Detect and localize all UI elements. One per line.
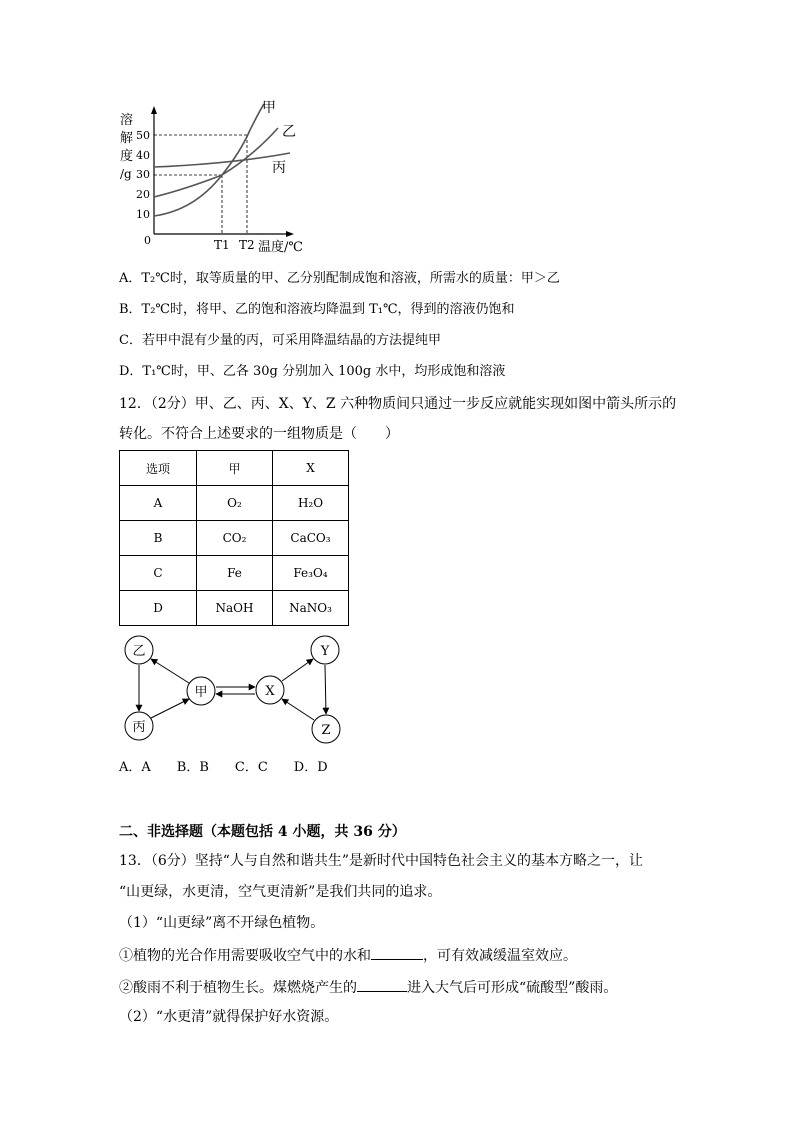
x-tick-t2: T2 <box>239 238 255 252</box>
y-label-char: 解 <box>120 131 134 146</box>
fill-blank-2[interactable] <box>357 977 407 992</box>
node-label: 丙 <box>132 720 146 735</box>
q12-answer-choices: A．A B．B C．C D．D <box>119 760 328 775</box>
node-label: Z <box>321 723 331 738</box>
curve-label-bing: 丙 <box>272 160 286 176</box>
table-header: 甲 <box>197 451 273 486</box>
table-cell: CaCO₃ <box>273 521 349 556</box>
q13-item2-text-a: ②酸雨不利于植物生长。煤燃烧产生的 <box>119 980 357 996</box>
table-cell: D <box>120 591 197 626</box>
q11-option-c: C．若甲中混有少量的丙，可采用降温结晶的方法提纯甲 <box>119 333 441 348</box>
table-cell: NaNO₃ <box>273 591 349 626</box>
x-axis-arrow <box>286 231 294 237</box>
table-row <box>120 486 349 521</box>
y-label-char: 度 <box>120 149 134 164</box>
q13-stem-line1: 13．（6分）坚持“人与自然和谐共生”是新时代中国特色社会主义的基本方略之一，让 <box>119 853 644 869</box>
table-row <box>120 521 349 556</box>
q13-item1-text-a: ①植物的光合作用需要吸收空气中的水和 <box>119 948 371 964</box>
y-tick: 20 <box>136 188 150 201</box>
node-label: 甲 <box>194 685 208 700</box>
section-title: 二、非选择题（本题包括 4 小题，共 36 分） <box>119 824 406 840</box>
curve-label-yi: 乙 <box>282 124 296 140</box>
x-tick-t1: T1 <box>214 238 230 252</box>
q13-sub2: （2）“水更清”就得保护好水资源。 <box>119 1009 339 1025</box>
q13-item2 <box>119 977 617 997</box>
node-label: X <box>265 684 275 699</box>
arrow-jia-yi <box>151 659 189 683</box>
table-cell: CO₂ <box>197 521 273 556</box>
q13-item2-text-b: 进入大气后可形成“硫酸型”酸雨。 <box>407 980 618 996</box>
y-tick: 0 <box>144 234 151 247</box>
table-row <box>120 556 349 591</box>
table-cell: O₂ <box>197 486 273 521</box>
table-header: 选项 <box>120 451 197 486</box>
y-tick: 30 <box>136 168 150 181</box>
y-label-char: /g <box>120 167 132 181</box>
y-tick: 50 <box>136 129 150 142</box>
curve-bing <box>154 153 290 167</box>
solubility-graph <box>112 98 312 258</box>
y-axis-arrow <box>151 106 157 114</box>
q12-options-table <box>119 450 349 626</box>
x-axis-label: 温度/℃ <box>258 240 303 255</box>
reaction-diagram <box>118 632 348 747</box>
fill-blank-1[interactable] <box>371 945 423 960</box>
node-label: Y <box>320 644 330 659</box>
q13-item1 <box>119 945 577 965</box>
q12-stem-line2: 转化。不符合上述要求的一组物质是（ ） <box>119 426 399 442</box>
arrow-x-y <box>282 659 313 681</box>
node-label: 乙 <box>132 644 146 659</box>
q11-option-b: B．T₂℃时，将甲、乙的饱和溶液均降温到 T₁℃，得到的溶液仍饱和 <box>119 302 515 317</box>
q11-option-a: A．T₂℃时，取等质量的甲、乙分别配制成饱和溶液，所需水的质量：甲＞乙 <box>119 271 560 286</box>
q13-item1-text-b: ，可有效减缓温室效应。 <box>423 948 577 964</box>
table-header: X <box>273 451 349 486</box>
table-cell: Fe₃O₄ <box>273 556 349 591</box>
table-header-row <box>120 451 349 486</box>
table-cell: Fe <box>197 556 273 591</box>
q13-sub1: （1）“山更绿”离不开绿色植物。 <box>119 915 325 931</box>
table-row <box>120 591 349 626</box>
arrow-y-z <box>325 665 326 714</box>
table-cell: A <box>120 486 197 521</box>
table-cell: B <box>120 521 197 556</box>
y-label-char: 溶 <box>120 113 134 128</box>
table-cell: C <box>120 556 197 591</box>
arrow-bing-jia <box>151 699 189 718</box>
y-tick: 40 <box>136 149 150 162</box>
table-cell: H₂O <box>273 486 349 521</box>
y-tick: 10 <box>136 208 150 221</box>
q13-stem-line2: “山更绿，水更清，空气更清新”是我们共同的追求。 <box>119 884 442 900</box>
q11-option-d: D．T₁℃时，甲、乙各 30g 分别加入 100g 水中，均形成饱和溶液 <box>119 364 506 379</box>
curve-label-jia: 甲 <box>262 100 276 116</box>
table-cell: NaOH <box>197 591 273 626</box>
q12-stem-line1: 12．（2分）甲、乙、丙、X、Y、Z 六种物质间只通过一步反应就能实现如图中箭头所示的 <box>119 396 677 412</box>
arrow-z-x <box>282 699 314 720</box>
